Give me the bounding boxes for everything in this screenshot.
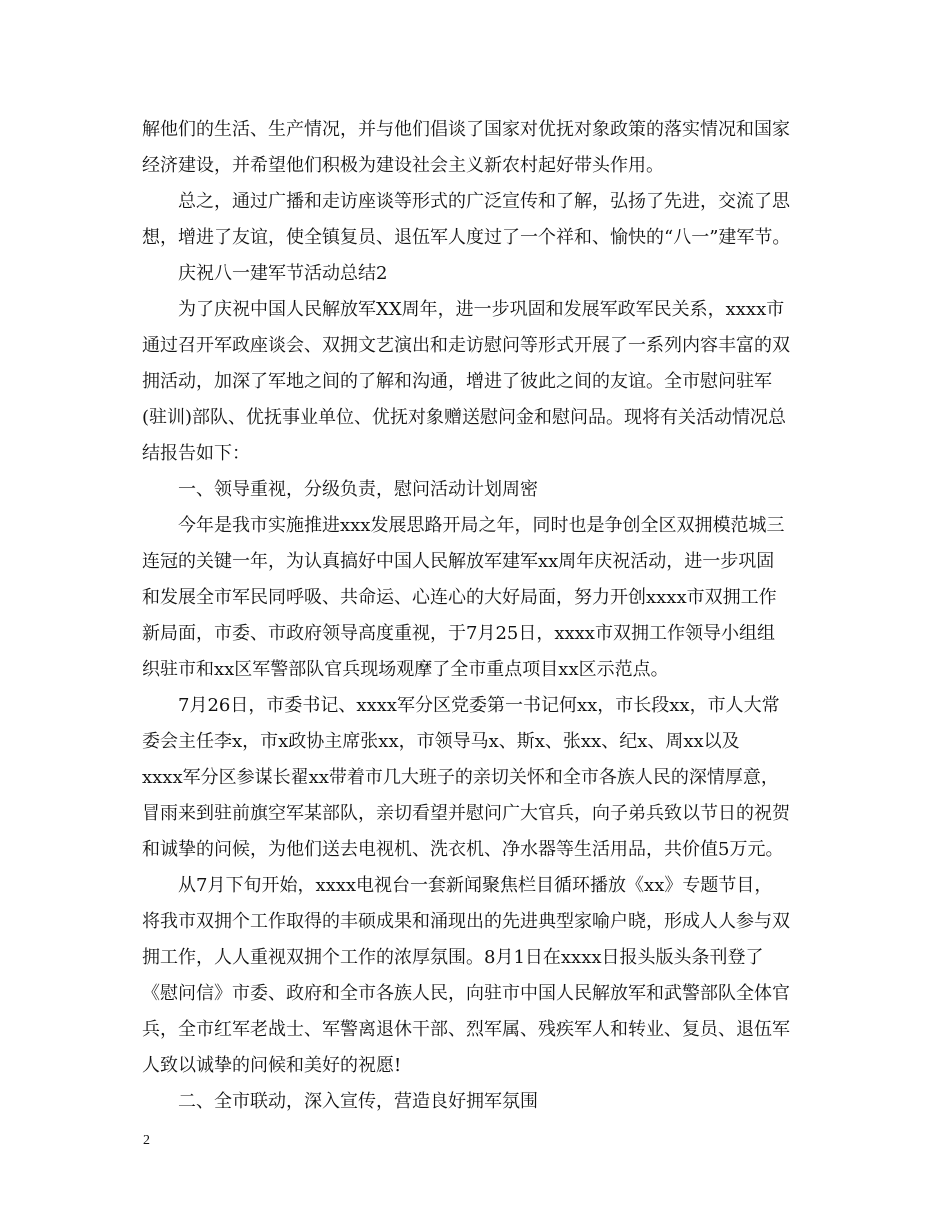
- text-line: 冒雨来到驻前旗空军某部队，亲切看望并慰问广大官兵，向子弟兵致以节日的祝贺: [142, 803, 790, 824]
- text-line: 和诚挚的问候，为他们送去电视机、洗衣机、净水器等生活用品，共价值5万元。: [142, 839, 784, 860]
- text-line: 为了庆祝中国人民解放军XX周年，进一步巩固和发展军政军民关系，xxxx市: [178, 299, 785, 320]
- text-line: 结报告如下：: [142, 443, 250, 464]
- text-line: 兵，全市红军老战士、军警离退休干部、烈军属、残疾军人和转业、复员、退伍军: [142, 1019, 790, 1040]
- text-line: 总之，通过广播和走访座谈等形式的广泛宣传和了解，弘扬了先进，交流了思: [178, 191, 790, 212]
- text-line: (驻训)部队、优抚事业单位、优抚对象赠送慰问金和慰问品。现将有关活动情况总: [142, 407, 787, 428]
- text-line: 和发展全市军民同呼吸、共命运、心连心的大好局面，努力开创xxxx市双拥工作: [142, 587, 777, 608]
- text-line: 织驻市和xx区军警部队官兵现场观摩了全市重点项目xx区示范点。: [142, 659, 669, 680]
- text-line: 从7月下旬开始，xxxx电视台一套新闻聚焦栏目循环播放《xx》专题节目，: [178, 875, 773, 896]
- text-line: 今年是我市实施推进xxx发展思路开局之年，同时也是争创全区双拥模范城三: [178, 515, 785, 536]
- text-line: 拥工作，人人重视双拥个工作的浓厚氛围。8月1日在xxxx日报头版头条刊登了: [142, 947, 764, 968]
- text-line: 通过召开军政座谈会、双拥文艺演出和走访慰问等形式开展了一系列内容丰富的双: [142, 335, 790, 356]
- text-line: 连冠的关键一年，为认真搞好中国人民解放军建军xx周年庆祝活动，进一步巩固: [142, 551, 775, 572]
- text-line: 7月26日，市委书记、xxxx军分区党委第一书记何xx，市长段xx，市人大常: [178, 695, 780, 716]
- text-line: 二、全市联动，深入宣传，营造良好拥军氛围: [178, 1091, 538, 1112]
- text-line: 将我市双拥个工作取得的丰硕成果和涌现出的先进典型家喻户晓，形成人人参与双: [142, 911, 790, 932]
- text-line: 庆祝八一建军节活动总结2: [178, 263, 388, 284]
- text-line: 新局面，市委、市政府领导高度重视，于7月25日，xxxx市双拥工作领导小组组: [142, 623, 775, 644]
- text-line: 解他们的生活、生产情况，并与他们倡谈了国家对优抚对象政策的落实情况和国家: [142, 119, 790, 140]
- document-body: [142, 112, 818, 1120]
- text-line: 《慰问信》市委、政府和全市各族人民，向驻市中国人民解放军和武警部队全体官: [142, 983, 790, 1004]
- text-line: 委会主任李x，市x政协主席张xx，市领导马x、斯x、张xx、纪x、周xx以及: [142, 731, 740, 752]
- text-line: 人致以诚挚的问候和美好的祝愿!: [142, 1055, 402, 1076]
- text-line: 拥活动，加深了军地之间的了解和沟通，增进了彼此之间的友谊。全市慰问驻军: [142, 371, 772, 392]
- text-line: xxxx军分区参谋长翟xx带着市几大班子的亲切关怀和全市各族人民的深情厚意，: [142, 767, 779, 788]
- text-line: 一、领导重视，分级负责，慰问活动计划周密: [178, 479, 538, 500]
- page-number: 2: [143, 1133, 150, 1148]
- text-line: 想，增进了友谊，使全镇复员、退伍军人度过了一个祥和、愉快的“八一”建军节。: [142, 227, 791, 248]
- text-line: 经济建设，并希望他们积极为建设社会主义新农村起好带头作用。: [142, 155, 664, 176]
